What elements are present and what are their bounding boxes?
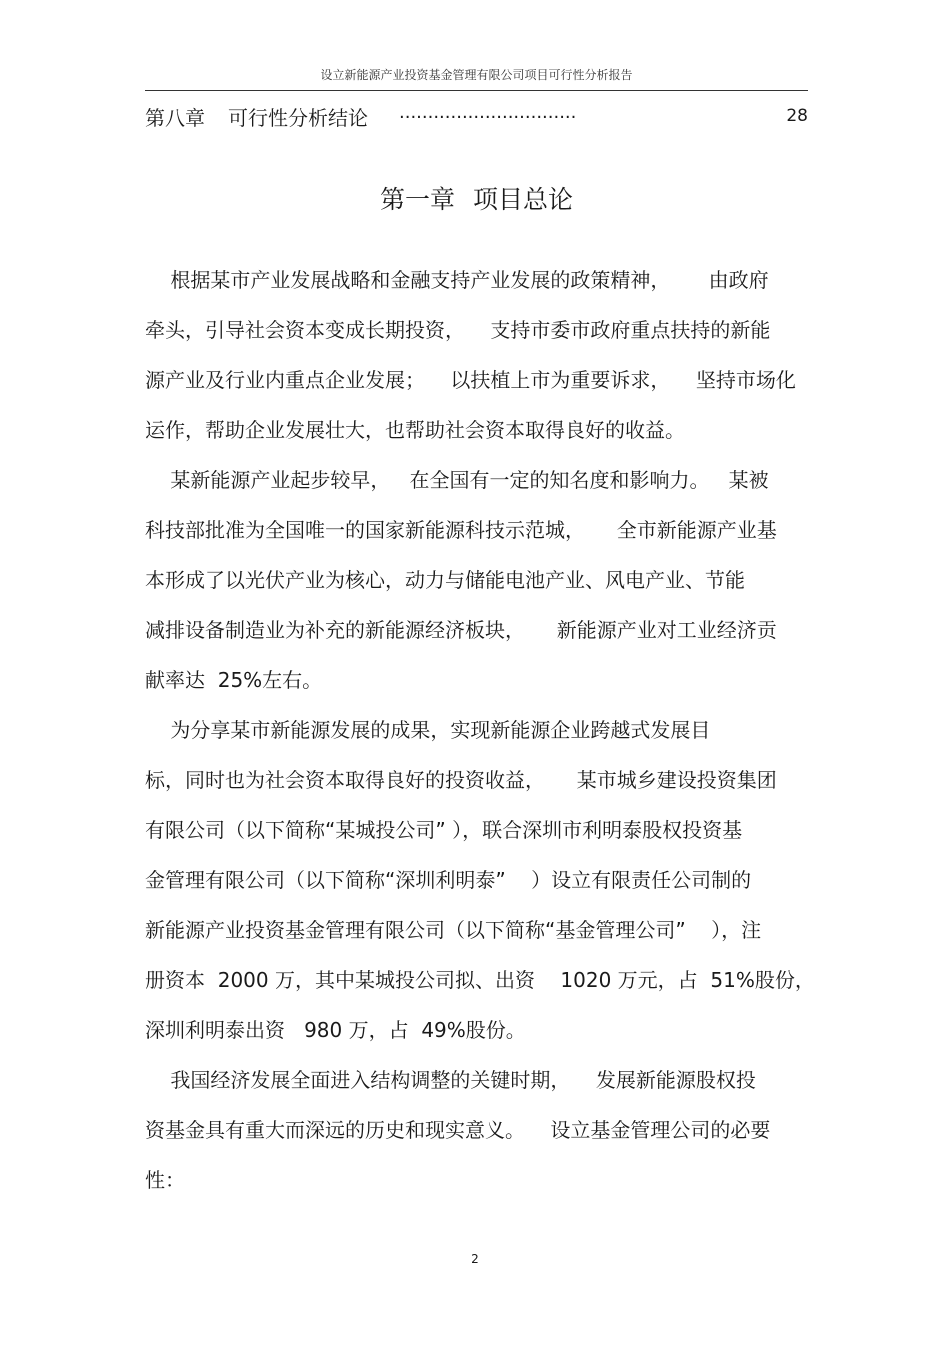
toc-chapter-number: 第八章 bbox=[145, 106, 205, 130]
text-line: 册资本 2000 万，其中某城投公司拟、出资 1020 万元，占 51%股份， bbox=[145, 968, 815, 992]
page-number: 2 bbox=[471, 1252, 479, 1266]
text-line: 有限公司（以下简称“某城投公司” ），联合深圳市利明泰股权投资基 bbox=[145, 818, 743, 842]
paragraph-2 bbox=[145, 455, 808, 705]
body-text bbox=[145, 255, 815, 1205]
chapter-number: 第一章 bbox=[379, 185, 455, 214]
chapter-heading bbox=[145, 180, 808, 216]
text-line: 源产业及行业内重点企业发展； 以扶植上市为重要诉求， 坚持市场化 bbox=[145, 368, 796, 392]
text-line: 我国经济发展全面进入结构调整的关键时期， 发展新能源股权投 bbox=[145, 1068, 756, 1092]
text-line: 标，同时也为社会资本取得良好的投资收益， 某市城乡建设投资集团 bbox=[145, 768, 777, 792]
text-line: 资基金具有重大而深远的历史和现实意义。 设立基金管理公司的必要 bbox=[145, 1118, 771, 1142]
text-line: 金管理有限公司（以下简称“深圳利明泰” ）设立有限责任公司制的 bbox=[145, 868, 752, 892]
running-header: 设立新能源产业投资基金管理有限公司项目可行性分析报告 bbox=[320, 68, 633, 82]
text-line: 根据某市产业发展战略和金融支持产业发展的政策精神， 由政府 bbox=[145, 268, 769, 292]
paragraph-1 bbox=[145, 255, 808, 455]
text-line: 为分享某市新能源发展的成果，实现新能源企业跨越式发展目 bbox=[145, 718, 711, 742]
toc-page-number: 28 bbox=[786, 106, 808, 126]
text-line: 新能源产业投资基金管理有限公司（以下简称“基金管理公司” ），注 bbox=[145, 918, 762, 942]
toc-entry-chapter-8 bbox=[145, 102, 808, 132]
text-line: 科技部批准为全国唯一的国家新能源科技示范城， 全市新能源产业基 bbox=[145, 518, 777, 542]
text-line: 性： bbox=[145, 1168, 185, 1192]
toc-leader-dots: ............................... bbox=[399, 102, 577, 123]
text-line: 运作，帮助企业发展壮大，也帮助社会资本取得良好的收益。 bbox=[145, 418, 685, 442]
paragraph-3 bbox=[145, 705, 815, 1055]
text-line: 牵头，引导社会资本变成长期投资， 支持市委市政府重点扶持的新能 bbox=[145, 318, 771, 342]
toc-chapter-title: 可行性分析结论 bbox=[228, 106, 368, 130]
text-line: 深圳利明泰出资 980 万，占 49%股份。 bbox=[145, 1018, 526, 1042]
paragraph-4 bbox=[145, 1055, 808, 1205]
chapter-title: 项目总论 bbox=[473, 185, 574, 214]
text-line: 本形成了以光伏产业为核心，动力与储能电池产业、风电产业、节能 bbox=[145, 568, 745, 592]
text-line: 某新能源产业起步较早， 在全国有一定的知名度和影响力。 某被 bbox=[145, 468, 769, 492]
text-line: 献率达 25%左右。 bbox=[145, 668, 323, 692]
text-line: 减排设备制造业为补充的新能源经济板块， 新能源产业对工业经济贡 bbox=[145, 618, 777, 642]
header-divider bbox=[145, 90, 808, 91]
